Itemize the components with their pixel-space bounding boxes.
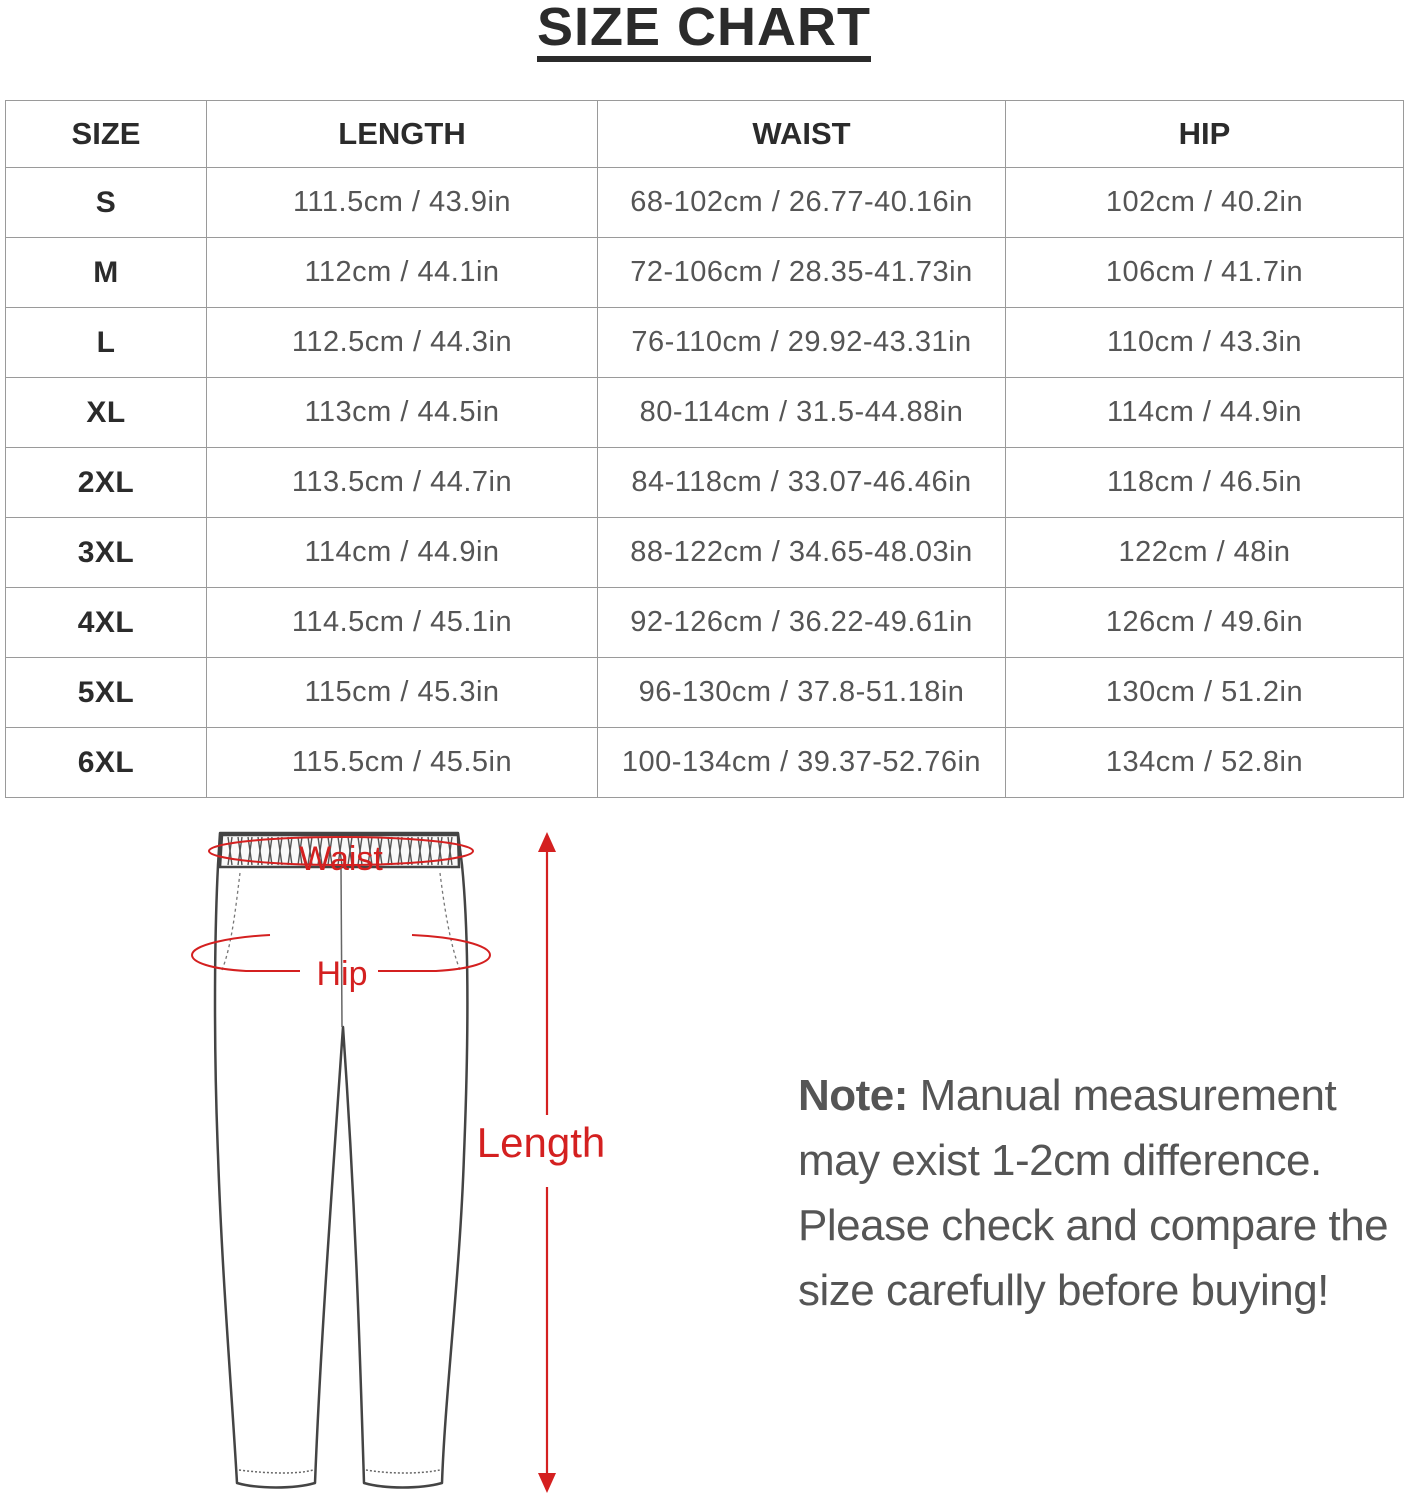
- cell-hip: 134cm / 52.8in: [1006, 728, 1404, 798]
- table-header-row: [6, 101, 1404, 168]
- length-label: Length: [476, 1119, 606, 1166]
- cell-waist: 100-134cm / 39.37-52.76in: [598, 728, 1006, 798]
- table-row: [6, 728, 1404, 798]
- cell-hip: 114cm / 44.9in: [1006, 378, 1404, 448]
- cell-hip: 130cm / 51.2in: [1006, 658, 1404, 728]
- cell-hip: 118cm / 46.5in: [1006, 448, 1404, 518]
- cell-waist: 92-126cm / 36.22-49.61in: [598, 588, 1006, 658]
- cell-length: 114cm / 44.9in: [207, 518, 598, 588]
- hip-label: Hip: [316, 955, 368, 993]
- note-label: Note:: [798, 1071, 908, 1120]
- cell-length: 112cm / 44.1in: [207, 238, 598, 308]
- cell-waist: 96-130cm / 37.8-51.18in: [598, 658, 1006, 728]
- cell-waist: 84-118cm / 33.07-46.46in: [598, 448, 1006, 518]
- cell-waist: 68-102cm / 26.77-40.16in: [598, 168, 1006, 238]
- cell-waist: 76-110cm / 29.92-43.31in: [598, 308, 1006, 378]
- size-chart-title-wrap: [0, 0, 1408, 62]
- header-hip: HIP: [1006, 101, 1404, 168]
- cell-size: 6XL: [6, 728, 207, 798]
- table-row: [6, 588, 1404, 658]
- cell-hip: 106cm / 41.7in: [1006, 238, 1404, 308]
- table-row: [6, 308, 1404, 378]
- header-waist: WAIST: [598, 101, 1006, 168]
- cell-size: M: [6, 238, 207, 308]
- cell-length: 111.5cm / 43.9in: [207, 168, 598, 238]
- cell-size: L: [6, 308, 207, 378]
- note-text: Manual measurement may exist 1-2cm difference. Please check and compare the size carefully before buying!: [798, 1071, 1389, 1315]
- cell-hip: 122cm / 48in: [1006, 518, 1404, 588]
- page-title: SIZE CHART: [537, 0, 871, 62]
- cell-length: 115.5cm / 45.5in: [207, 728, 598, 798]
- header-size: SIZE: [6, 101, 207, 168]
- cell-waist: 88-122cm / 34.65-48.03in: [598, 518, 1006, 588]
- cell-hip: 102cm / 40.2in: [1006, 168, 1404, 238]
- cell-size: 2XL: [6, 448, 207, 518]
- cell-length: 113.5cm / 44.7in: [207, 448, 598, 518]
- cell-length: 115cm / 45.3in: [207, 658, 598, 728]
- cell-hip: 126cm / 49.6in: [1006, 588, 1404, 658]
- cell-size: 4XL: [6, 588, 207, 658]
- table-row: [6, 168, 1404, 238]
- cell-length: 113cm / 44.5in: [207, 378, 598, 448]
- measurement-note: [798, 1063, 1398, 1323]
- cell-length: 112.5cm / 44.3in: [207, 308, 598, 378]
- table-row: [6, 658, 1404, 728]
- cell-waist: 80-114cm / 31.5-44.88in: [598, 378, 1006, 448]
- table-row: [6, 448, 1404, 518]
- size-table: [5, 100, 1404, 798]
- pants-illustration: [0, 795, 700, 1500]
- cell-hip: 110cm / 43.3in: [1006, 308, 1404, 378]
- cell-size: XL: [6, 378, 207, 448]
- table-row: [6, 378, 1404, 448]
- table-row: [6, 238, 1404, 308]
- waist-label: Waist: [299, 840, 383, 878]
- table-row: [6, 518, 1404, 588]
- cell-size: S: [6, 168, 207, 238]
- cell-waist: 72-106cm / 28.35-41.73in: [598, 238, 1006, 308]
- header-length: LENGTH: [207, 101, 598, 168]
- cell-length: 114.5cm / 45.1in: [207, 588, 598, 658]
- cell-size: 3XL: [6, 518, 207, 588]
- cell-size: 5XL: [6, 658, 207, 728]
- pants-measurement-diagram: [0, 795, 700, 1500]
